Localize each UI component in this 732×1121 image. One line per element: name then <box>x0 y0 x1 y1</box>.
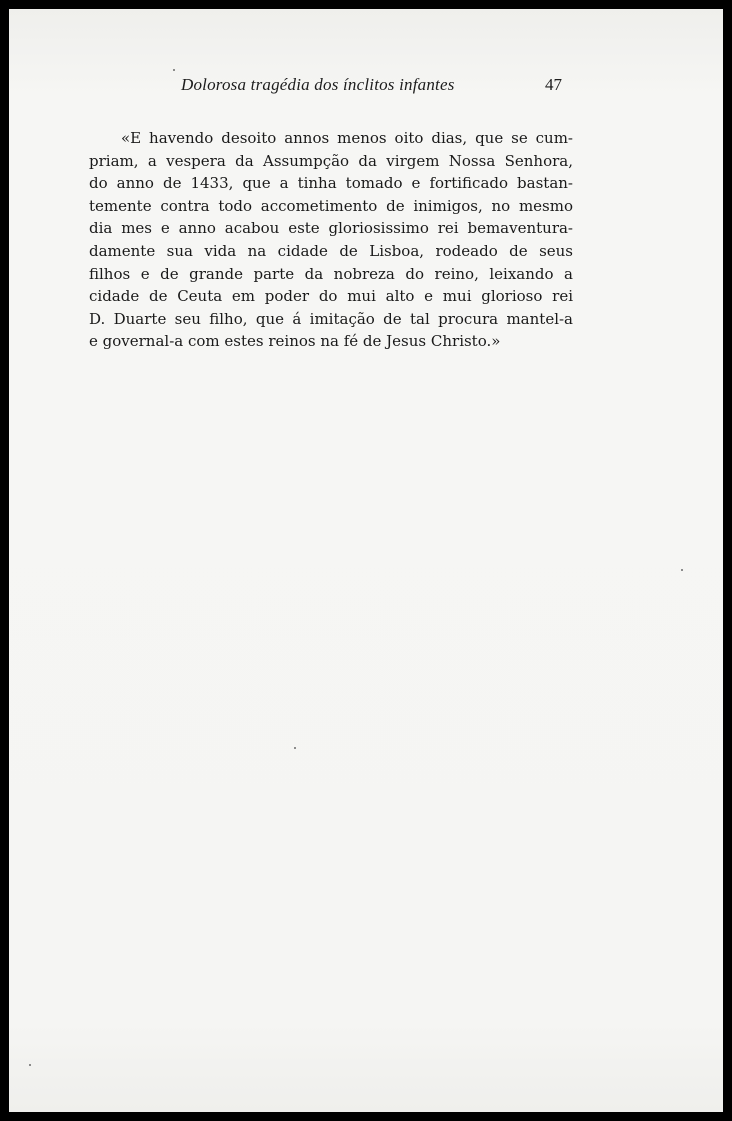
running-title: Dolorosa tragédia dos ínclitos infantes <box>181 75 455 94</box>
scan-speck <box>681 569 683 571</box>
scan-speck <box>173 69 175 71</box>
text-line: damente sua vida na cidade de Lisboa, rodeado de seus <box>89 241 573 260</box>
scanned-page <box>9 9 723 1112</box>
scan-speck <box>294 747 296 749</box>
text-line: temente contra todo accometimento de inimigos, no mesmo <box>89 196 573 215</box>
text-line: D. Duarte seu filho, que á imitação de tal procura mantel-a <box>89 309 573 328</box>
running-header <box>9 75 723 105</box>
text-line: dia mes e anno acabou este gloriosissimo rei bemaventura- <box>89 219 573 238</box>
page-number: 47 <box>545 75 562 94</box>
body-paragraph <box>89 127 573 353</box>
text-line: cidade de Ceuta em poder do mui alto e mui glorioso rei <box>89 287 573 306</box>
text-line: «E havendo desoito annos menos oito dias, que se cum- <box>121 129 573 147</box>
text-line: do anno de 1433, que a tinha tomado e fortificado bastan- <box>89 174 573 193</box>
text-line: filhos e de grande parte da nobreza do reino, leixando a <box>89 264 573 283</box>
text-line: e governal-a com estes reinos na fé de Jesus Christo.» <box>89 332 501 351</box>
text-line: priam, a vespera da Assumpção da virgem Nossa Senhora, <box>89 151 573 170</box>
scan-speck <box>29 1064 31 1066</box>
